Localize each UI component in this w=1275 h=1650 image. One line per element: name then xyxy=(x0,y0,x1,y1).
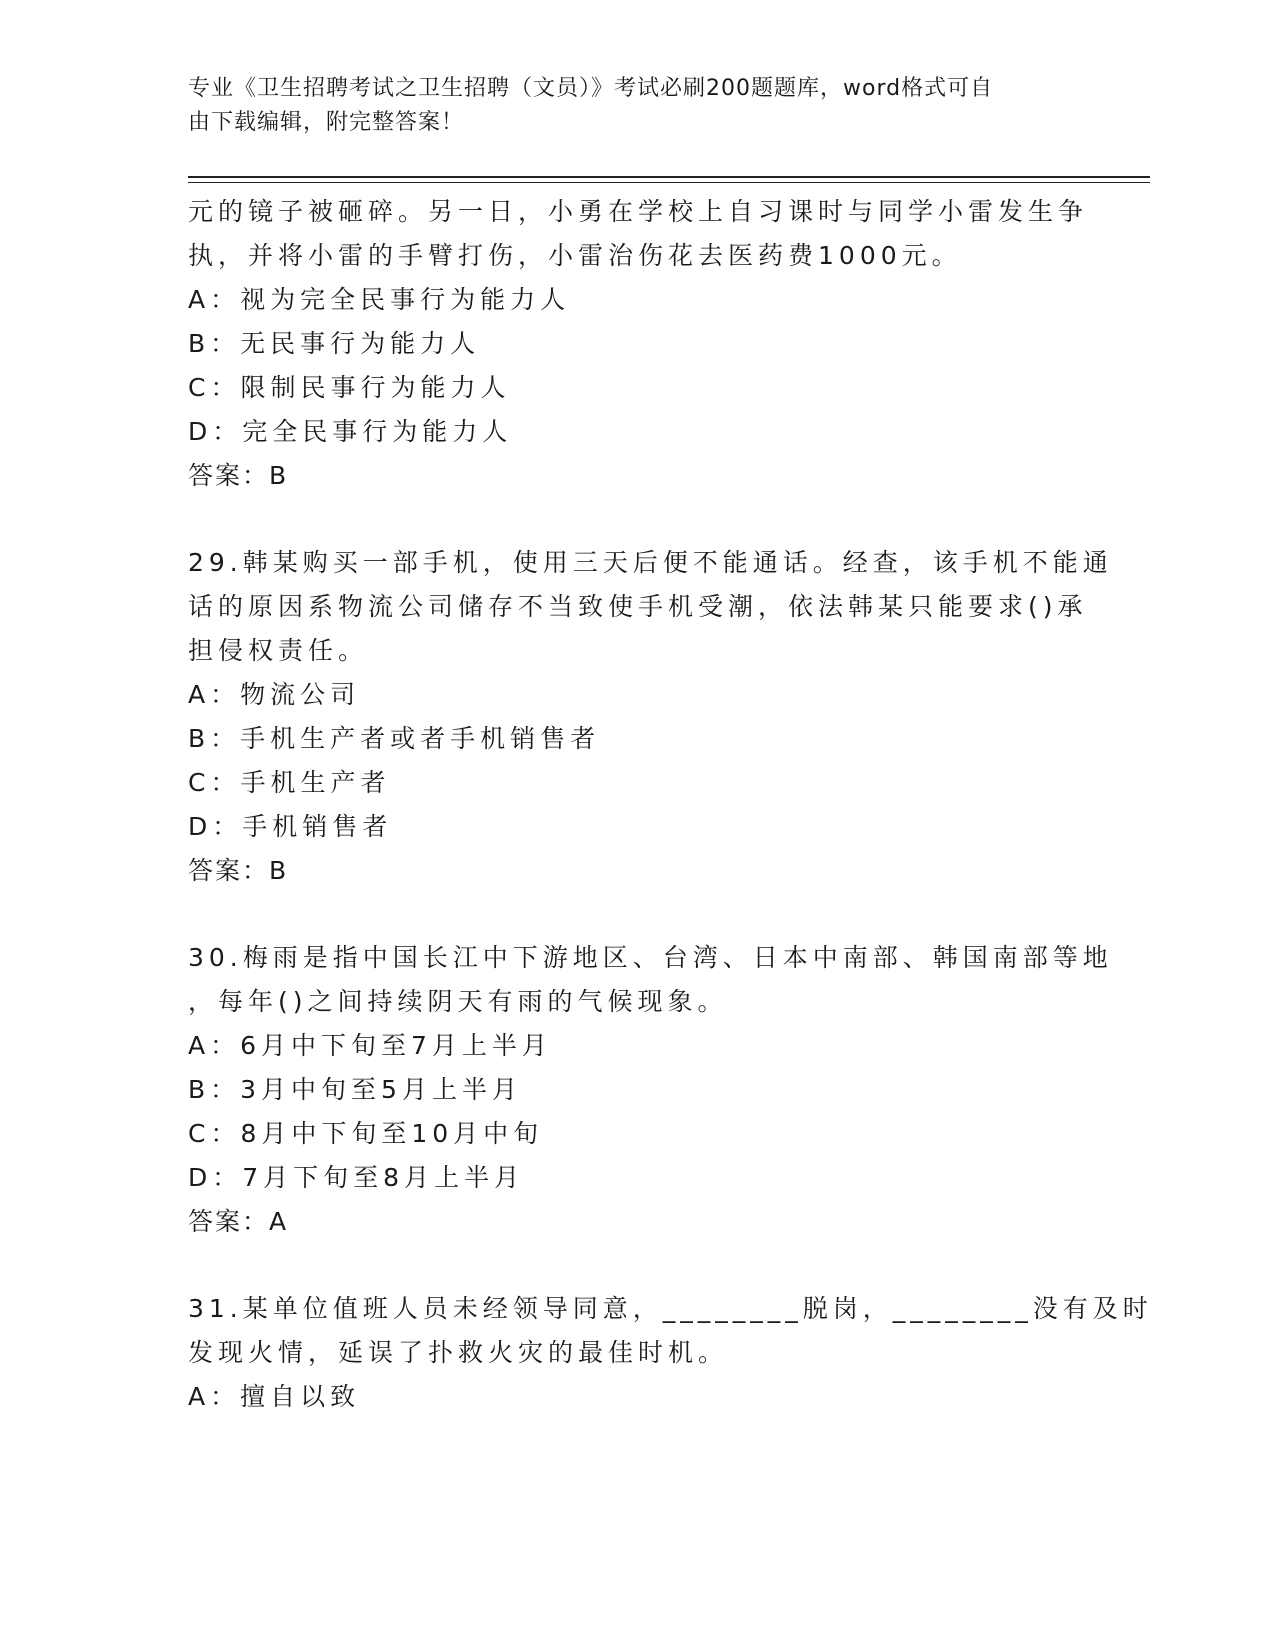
header-line-2: 由下载编辑，附完整答案！ xyxy=(188,110,465,135)
question-text-line: 31.某单位值班人员未经领导同意，________脱岗，________没有及时 xyxy=(188,1294,1153,1323)
spacer xyxy=(188,498,1088,541)
answer-label: 答案：B xyxy=(188,461,289,490)
question-text-line: ，每年()之间持续阴天有雨的气候现象。 xyxy=(188,987,728,1016)
option-b: B：无民事行为能力人 xyxy=(188,329,481,358)
option-c: C：限制民事行为能力人 xyxy=(188,373,511,402)
header-divider-thick xyxy=(188,176,1150,178)
option-d: D：完全民事行为能力人 xyxy=(188,417,513,446)
question-28-continuation xyxy=(188,190,1088,498)
header-line-1: 专业《卫生招聘考试之卫生招聘（文员）》考试必刷200题题库，word格式可自 xyxy=(188,76,994,101)
option-d: D：7月下旬至8月上半月 xyxy=(188,1163,525,1192)
question-list xyxy=(188,190,1153,1419)
question-text-line: 发现火情，延误了扑救火灾的最佳时机。 xyxy=(188,1338,729,1367)
spacer xyxy=(188,1244,1088,1287)
question-29 xyxy=(188,541,1113,893)
question-text-line: 担侵权责任。 xyxy=(188,636,369,665)
question-text-line: 元的镜子被砸碎。另一日，小勇在学校上自习课时与同学小雷发生争 xyxy=(188,197,1089,226)
answer-label: 答案：A xyxy=(188,1207,289,1236)
question-text-line: 30.梅雨是指中国长江中下游地区、台湾、日本中南部、韩国南部等地 xyxy=(188,943,1113,972)
question-text-line: 话的原因系物流公司储存不当致使手机受潮，依法韩某只能要求()承 xyxy=(188,592,1088,621)
spacer xyxy=(188,893,1088,936)
header-divider-thin xyxy=(188,182,1150,183)
question-text-line: 执，并将小雷的手臂打伤，小雷治伤花去医药费1000元。 xyxy=(188,241,962,270)
option-c: C：手机生产者 xyxy=(188,768,391,797)
question-30 xyxy=(188,936,1113,1244)
document-header xyxy=(188,72,1068,140)
question-text-line: 29.韩某购买一部手机，使用三天后便不能通话。经查，该手机不能通 xyxy=(188,548,1113,577)
option-a: A：物流公司 xyxy=(188,680,361,709)
option-a: A：6月中下旬至7月上半月 xyxy=(188,1031,552,1060)
option-b: B：手机生产者或者手机销售者 xyxy=(188,724,601,753)
option-a: A：擅自以致 xyxy=(188,1382,361,1411)
option-a: A：视为完全民事行为能力人 xyxy=(188,285,571,314)
option-c: C：8月中下旬至10月中旬 xyxy=(188,1119,544,1148)
question-31 xyxy=(188,1287,1153,1419)
option-d: D：手机销售者 xyxy=(188,812,393,841)
answer-label: 答案：B xyxy=(188,856,289,885)
option-b: B：3月中旬至5月上半月 xyxy=(188,1075,522,1104)
